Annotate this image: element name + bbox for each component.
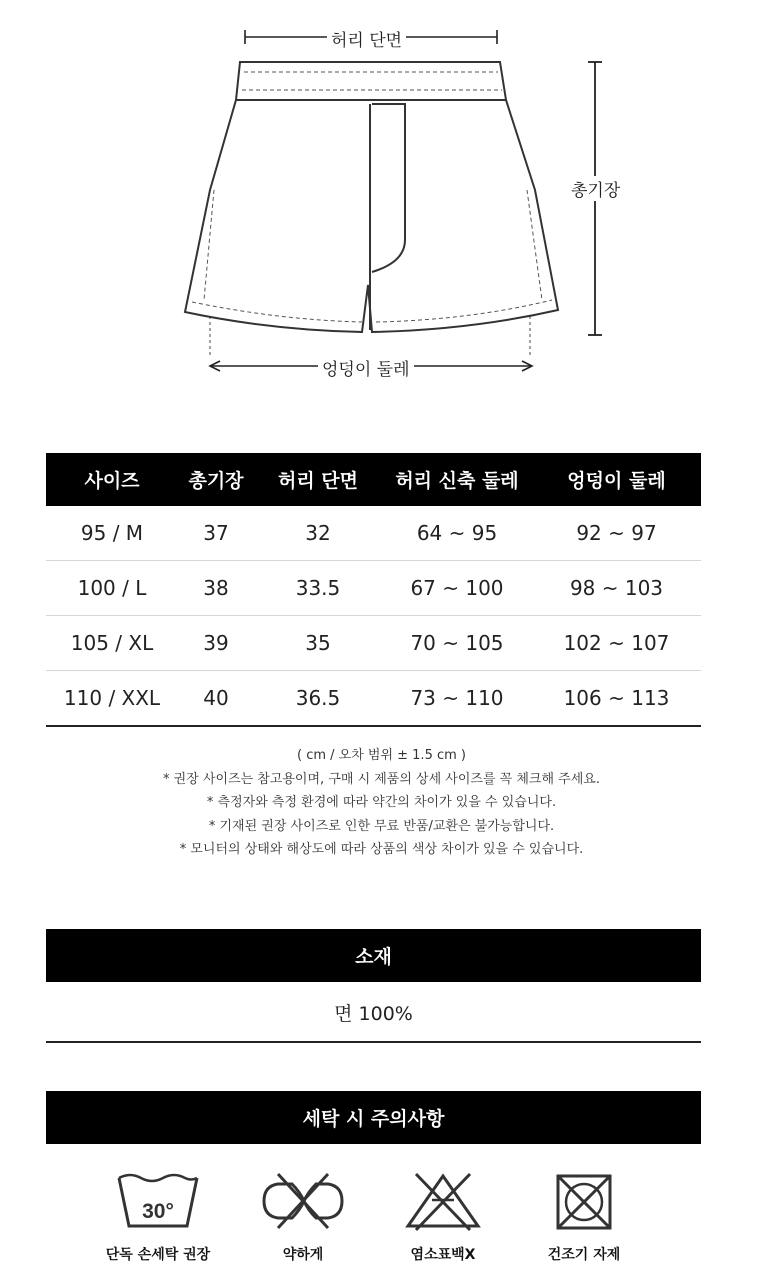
table-cell: 106 ~ 113: [532, 671, 701, 727]
header-hip: 엉덩이 둘레: [532, 453, 701, 506]
care-item-no-bleach: [383, 1170, 503, 1264]
note-line: * 권장 사이즈는 참고용이며, 구매 시 제품의 상세 사이즈를 꼭 체크해 주세요.: [163, 771, 600, 787]
table-row: [46, 671, 701, 727]
care-header: 세탁 시 주의사항: [46, 1091, 701, 1144]
length-label: 총기장: [567, 176, 624, 201]
note-line: * 기재된 권장 사이즈로 인한 무료 반품/교환은 불가능합니다.: [208, 818, 555, 834]
note-line: * 측정자와 측정 환경에 따라 약간의 차이가 있을 수 있습니다.: [206, 795, 557, 810]
hand-wash-30-icon: [113, 1170, 203, 1232]
header-waist: 허리 단면: [254, 453, 382, 506]
care-item-gentle: [243, 1170, 363, 1264]
care-label-no-bleach: 염소표백X: [410, 1247, 476, 1263]
table-cell: 102 ~ 107: [532, 616, 701, 671]
header-size: 사이즈: [46, 453, 178, 506]
header-waist-stretch: 허리 신축 둘레: [382, 453, 532, 506]
care-label-gentle: 약하게: [282, 1247, 324, 1263]
waist-label: 허리 단면: [327, 26, 406, 51]
care-label-hand-wash: 단독 손세탁 권장: [105, 1247, 211, 1263]
size-notes: [46, 744, 717, 862]
note-line: ( cm / 오차 범위 ± 1.5 cm ): [296, 748, 466, 763]
table-row: [46, 616, 701, 671]
material-value: 면 100%: [46, 983, 701, 1043]
table-row: [46, 506, 701, 561]
table-row: [46, 561, 701, 616]
care-item-no-dryer: [524, 1170, 644, 1264]
table-cell: 33.5: [254, 561, 382, 616]
material-header: 소재: [46, 929, 701, 982]
care-item-hand-wash: [98, 1170, 218, 1264]
wash-temp-label: 30°: [142, 1200, 174, 1223]
do-not-wring-icon: [258, 1170, 348, 1232]
table-cell: 100 / L: [46, 561, 178, 616]
table-cell: 36.5: [254, 671, 382, 727]
table-cell: 37: [178, 506, 254, 561]
size-table: [46, 453, 701, 727]
table-cell: 73 ~ 110: [382, 671, 532, 727]
do-not-bleach-icon: [398, 1170, 488, 1232]
table-cell: 40: [178, 671, 254, 727]
table-cell: 95 / M: [46, 506, 178, 561]
table-cell: 92 ~ 97: [532, 506, 701, 561]
table-cell: 32: [254, 506, 382, 561]
note-line: * 모니터의 상태와 해상도에 따라 상품의 색상 차이가 있을 수 있습니다.: [179, 842, 584, 857]
table-cell: 110 / XXL: [46, 671, 178, 727]
do-not-tumble-dry-icon: [539, 1170, 629, 1232]
table-cell: 70 ~ 105: [382, 616, 532, 671]
hip-label: 엉덩이 둘레: [318, 355, 414, 380]
table-cell: 39: [178, 616, 254, 671]
size-table-header: [46, 453, 701, 506]
table-cell: 64 ~ 95: [382, 506, 532, 561]
table-cell: 35: [254, 616, 382, 671]
table-cell: 105 / XL: [46, 616, 178, 671]
care-label-no-dryer: 건조기 자제: [547, 1247, 621, 1263]
header-total-length: 총기장: [178, 453, 254, 506]
table-cell: 67 ~ 100: [382, 561, 532, 616]
table-cell: 98 ~ 103: [532, 561, 701, 616]
shorts-outline: [185, 62, 558, 332]
table-cell: 38: [178, 561, 254, 616]
